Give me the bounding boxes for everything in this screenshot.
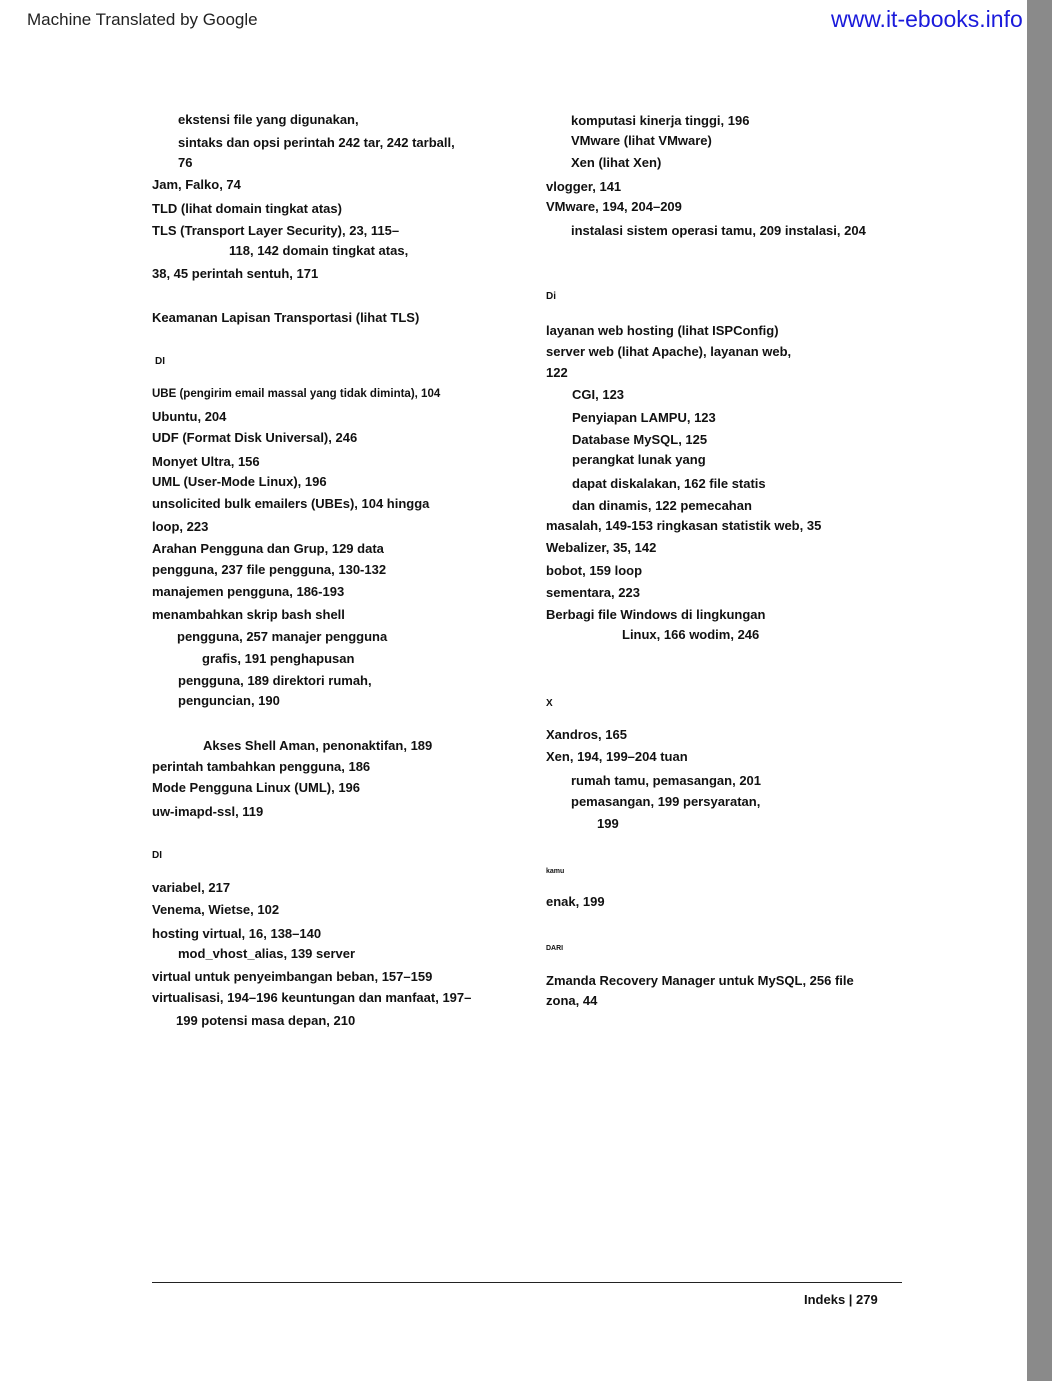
index-entry: masalah, 149-153 ringkasan statistik web, 35 — [546, 518, 822, 533]
index-entry: variabel, 217 — [152, 880, 231, 895]
index-entry: pengguna, 237 file pengguna, 130-132 — [152, 562, 387, 577]
index-entry: Monyet Ultra, 156 — [152, 454, 260, 469]
index-entry: loop, 223 — [152, 519, 209, 534]
index-entry: bobot, 159 loop — [546, 563, 643, 578]
section-letter: DI — [152, 850, 162, 861]
index-entry: Zmanda Recovery Manager untuk MySQL, 256 file — [546, 973, 854, 988]
index-entry: ekstensi file yang digunakan, — [178, 112, 359, 127]
index-entry: Keamanan Lapisan Transportasi (lihat TLS) — [152, 310, 420, 325]
index-entry: Akses Shell Aman, penonaktifan, 189 — [203, 738, 433, 753]
index-entry: pengguna, 257 manajer pengguna — [177, 629, 388, 644]
index-entry: mod_vhost_alias, 139 server — [178, 946, 356, 961]
index-entry: dapat diskalakan, 162 file statis — [572, 476, 766, 491]
index-entry: pemasangan, 199 persyaratan, — [571, 794, 761, 809]
index-entry: Berbagi file Windows di lingkungan — [546, 607, 766, 622]
page-edge-bar — [1027, 0, 1052, 1381]
machine-translation-notice: Machine Translated by Google — [27, 10, 258, 29]
index-entry: perintah tambahkan pengguna, 186 — [152, 759, 371, 774]
index-entry: layanan web hosting (lihat ISPConfig) — [546, 323, 779, 338]
index-entry: virtualisasi, 194–196 keuntungan dan manfaat, 197– — [152, 990, 472, 1005]
index-entry: TLD (lihat domain tingkat atas) — [152, 201, 342, 216]
index-entry: Penyiapan LAMPU, 123 — [572, 410, 716, 425]
index-entry: 76 — [178, 155, 193, 170]
section-letter: Di — [546, 291, 556, 302]
index-entry: 199 — [597, 816, 619, 831]
index-entry: sementara, 223 — [546, 585, 640, 600]
index-entry: 38, 45 perintah sentuh, 171 — [152, 266, 319, 281]
index-entry: uw-imapd-ssl, 119 — [152, 804, 264, 819]
index-entry: Webalizer, 35, 142 — [546, 540, 657, 555]
index-entry: unsolicited bulk emailers (UBEs), 104 hingga — [152, 496, 430, 511]
index-entry: sintaks dan opsi perintah 242 tar, 242 tarball, — [178, 135, 455, 150]
index-entry: komputasi kinerja tinggi, 196 — [571, 113, 750, 128]
site-link[interactable]: www.it-ebooks.info — [831, 6, 1023, 32]
index-entry: manajemen pengguna, 186-193 — [152, 584, 345, 599]
index-entry: VMware, 194, 204–209 — [546, 199, 682, 214]
index-entry: enak, 199 — [546, 894, 605, 909]
section-letter: kamu — [546, 868, 565, 875]
index-entry: instalasi sistem operasi tamu, 209 instalasi, 204 — [571, 223, 866, 238]
index-entry: zona, 44 — [546, 993, 598, 1008]
index-entry: penguncian, 190 — [178, 693, 280, 708]
index-entry: vlogger, 141 — [546, 179, 622, 194]
index-entry: virtual untuk penyeimbangan beban, 157–159 — [152, 969, 433, 984]
index-entry: Venema, Wietse, 102 — [152, 902, 280, 917]
index-entry: UBE (pengirim email massal yang tidak diminta), 104 — [152, 388, 441, 400]
index-entry: Linux, 166 wodim, 246 — [622, 627, 760, 642]
section-letter: DARI — [546, 945, 564, 952]
index-entry: 122 — [546, 365, 568, 380]
index-entry: Ubuntu, 204 — [152, 409, 227, 424]
index-entry: Arahan Pengguna dan Grup, 129 data — [152, 541, 384, 556]
page-number: Indeks | 279 — [804, 1292, 878, 1307]
index-entry: rumah tamu, pemasangan, 201 — [571, 773, 762, 788]
index-entry: grafis, 191 penghapusan — [202, 651, 355, 666]
index-entry: CGI, 123 — [572, 387, 625, 402]
index-entry: Mode Pengguna Linux (UML), 196 — [152, 780, 361, 795]
index-entry: Xen (lihat Xen) — [571, 155, 662, 170]
section-letter: DI — [155, 356, 165, 367]
index-entry: dan dinamis, 122 pemecahan — [572, 498, 752, 513]
index-entry: Xen, 194, 199–204 tuan — [546, 749, 688, 764]
index-entry: Database MySQL, 125 — [572, 432, 708, 447]
index-entry: server web (lihat Apache), layanan web, — [546, 344, 792, 359]
index-entry: Xandros, 165 — [546, 727, 627, 742]
index-entry: VMware (lihat VMware) — [571, 133, 712, 148]
index-entry: 199 potensi masa depan, 210 — [176, 1013, 356, 1028]
index-entry: UDF (Format Disk Universal), 246 — [152, 430, 358, 445]
index-entry: TLS (Transport Layer Security), 23, 115– — [152, 223, 400, 238]
index-entry: pengguna, 189 direktori rumah, — [178, 673, 372, 688]
index-entry: perangkat lunak yang — [572, 452, 706, 467]
index-entry: hosting virtual, 16, 138–140 — [152, 926, 322, 941]
index-entry: UML (User-Mode Linux), 196 — [152, 474, 327, 489]
footer-divider — [152, 1282, 902, 1283]
index-entry: Jam, Falko, 74 — [152, 177, 241, 192]
index-entry: 118, 142 domain tingkat atas, — [229, 243, 409, 258]
index-entry: menambahkan skrip bash shell — [152, 607, 345, 622]
section-letter: X — [546, 698, 553, 709]
